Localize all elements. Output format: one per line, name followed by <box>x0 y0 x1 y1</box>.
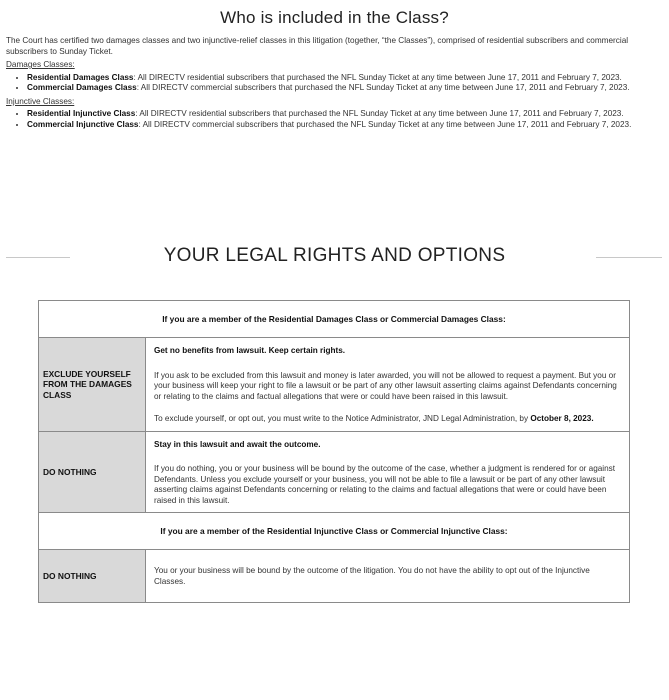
exclude-deadline-date: October 8, 2023. <box>530 414 594 423</box>
exclude-deadline-text <box>154 414 621 425</box>
list-item <box>27 83 662 93</box>
class-name: Commercial Injunctive Class <box>27 119 139 129</box>
damages-classes-heading: Damages Classes: <box>6 60 75 69</box>
rights-section-title: YOUR LEGAL RIGHTS AND OPTIONS <box>163 245 506 266</box>
class-name: Residential Damages Class <box>27 72 134 82</box>
table-row <box>39 431 630 513</box>
injunctive-classes-heading: Injunctive Classes: <box>6 96 75 106</box>
list-item <box>27 120 662 130</box>
exclude-option-label: EXCLUDE YOURSELF FROM THE DAMAGES CLASS <box>39 338 146 432</box>
class-section-body <box>6 36 662 134</box>
injunctive-do-nothing-label: DO NOTHING <box>39 550 146 603</box>
injunctive-classes-list <box>6 109 662 129</box>
class-name: Commercial Damages Class <box>27 82 137 92</box>
class-description: : All DIRECTV commercial subscribers that purchased the NFL Sunday Ticket at any time between June 17, 2011 and February 7, 2023. <box>136 82 630 92</box>
divider <box>596 257 662 258</box>
table-row <box>39 301 630 338</box>
class-description: : All DIRECTV commercial subscribers that purchased the NFL Sunday Ticket at any time between June 17, 2011 and February 7, 2023. <box>138 119 632 129</box>
do-nothing-option-label: DO NOTHING <box>39 431 146 513</box>
damages-class-header: If you are a member of the Residential Damages Class or Commercial Damages Class: <box>39 301 630 338</box>
exclude-option-text: If you ask to be excluded from this lawsuit and money is later awarded, you will not be allowed to request a payment. But you or your business will keep your right to file a lawsuit or be part of any other lawsuit asserting claims against Defendants concerning or relating to the claims and factual allegations that were or could have been raised in this lawsuit. <box>154 370 617 401</box>
table-row <box>39 513 630 550</box>
list-item <box>27 109 662 119</box>
list-item <box>27 73 662 83</box>
class-description: : All DIRECTV residential subscribers that purchased the NFL Sunday Ticket at any time between June 17, 2011 and February 7, 2023. <box>135 109 624 119</box>
exclude-option-description <box>146 338 630 432</box>
class-intro-text: The Court has certified two damages classes and two injunctive-relief classes in this litigation (together, “the Classes”), comprised of residential subscribers and commercial subscribers to Sunday Ticket. <box>6 36 629 56</box>
exclude-instructions: To exclude yourself, or opt out, you must write to the Notice Administrator, JND Legal Administration, by <box>154 414 531 423</box>
rights-heading-row <box>0 245 669 269</box>
class-name: Residential Injunctive Class <box>27 109 136 119</box>
class-description: : All DIRECTV residential subscribers that purchased the NFL Sunday Ticket at any time between June 17, 2011 and February 7, 2023. <box>133 72 622 82</box>
do-nothing-option-text: If you do nothing, you or your business will be bound by the outcome of the case, whether a judgment is rendered for or against Defendants. Unless you exclude yourself or your business, you will not be able to file a lawsuit or be part of any other lawsuit asserting claims against Defendants concerning or relating to the claims and factual allegations that were or could have been raised in this lawsuit. <box>154 464 616 505</box>
injunctive-do-nothing-text: You or your business will be bound by the outcome of the litigation. You do not have the ability to opt out of the Injunctive Classes. <box>146 550 630 603</box>
do-nothing-option-heading: Stay in this lawsuit and await the outcome. <box>154 439 321 449</box>
exclude-option-heading: Get no benefits from lawsuit. Keep certain rights. <box>154 346 346 355</box>
damages-classes-list <box>6 73 662 93</box>
legal-options-table <box>38 300 630 603</box>
do-nothing-option-description <box>146 431 630 513</box>
injunctive-class-header: If you are a member of the Residential Injunctive Class or Commercial Injunctive Class: <box>39 513 630 550</box>
class-section-title: Who is included in the Class? <box>220 8 449 27</box>
table-row <box>39 338 630 432</box>
table-row <box>39 550 630 603</box>
